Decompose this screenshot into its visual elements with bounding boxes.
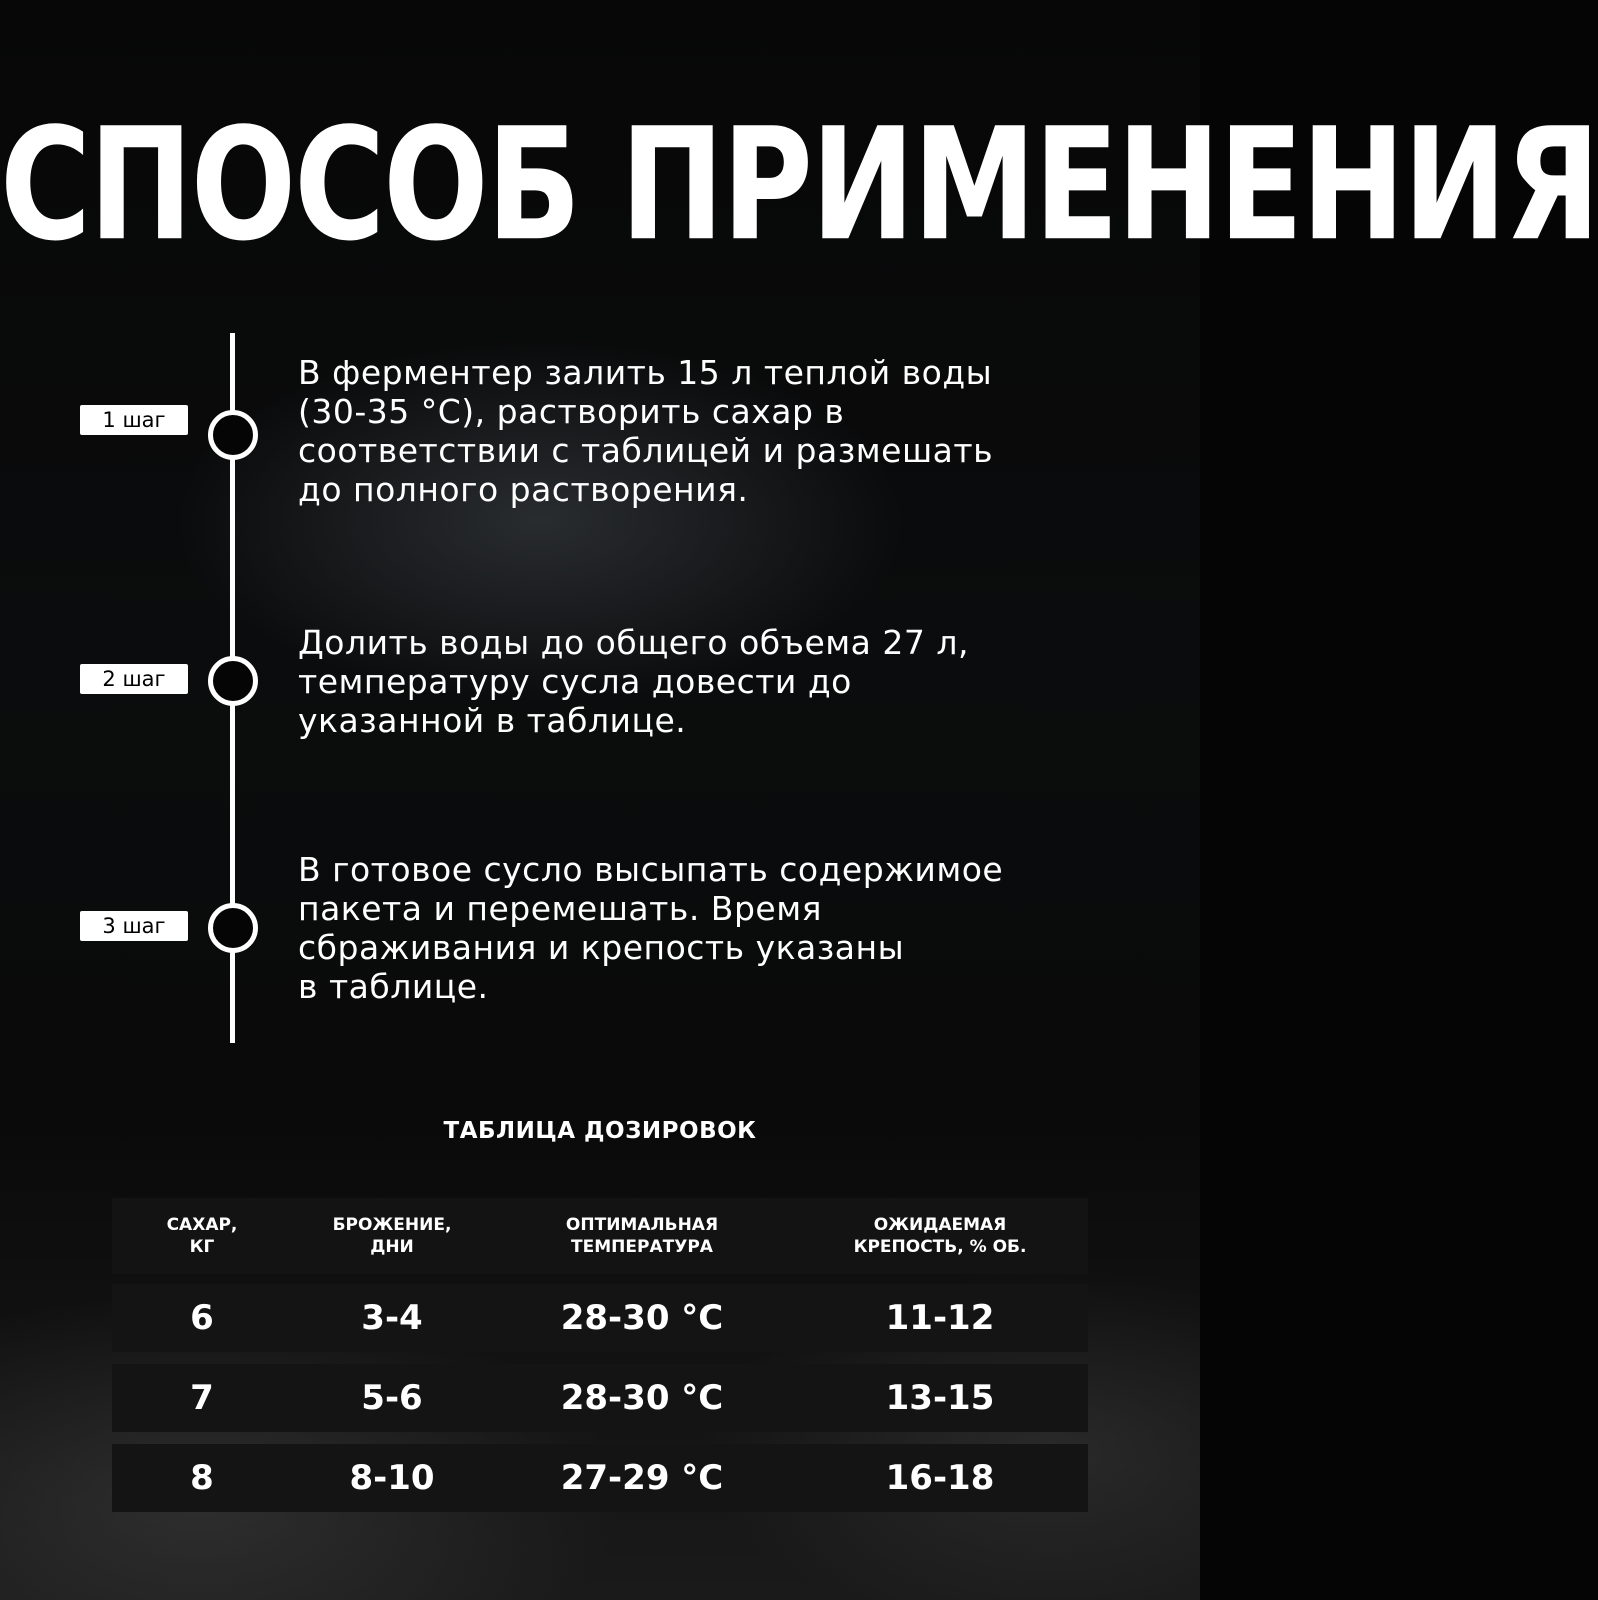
header-strength-line-1: ОЖИДАЕМАЯ bbox=[873, 1215, 1007, 1235]
step-3-line-2: пакета и перемешать. Время bbox=[298, 889, 822, 928]
cell-temperature: 28-30 °С bbox=[560, 1378, 724, 1418]
step-2-text bbox=[298, 623, 1168, 740]
step-3-dot bbox=[208, 903, 258, 953]
header-sugar bbox=[112, 1214, 292, 1258]
step-1-badge: 1 шаг bbox=[80, 405, 188, 435]
table-row bbox=[112, 1284, 1088, 1352]
table-header-row bbox=[112, 1198, 1088, 1274]
cell-sugar: 8 bbox=[190, 1458, 214, 1498]
step-1-line-4: до полного растворения. bbox=[298, 470, 749, 509]
table-row bbox=[112, 1444, 1088, 1512]
step-3-line-1: В готовое сусло высыпать содержимое bbox=[298, 850, 1004, 889]
header-strength bbox=[792, 1214, 1088, 1258]
cell-sugar: 6 bbox=[190, 1298, 214, 1338]
step-2-line-2: температуру сусла довести до bbox=[298, 662, 852, 701]
header-temperature bbox=[492, 1214, 792, 1258]
table-row bbox=[112, 1364, 1088, 1432]
header-sugar-line-1: САХАР, bbox=[166, 1215, 238, 1235]
step-1-line-1: В ферментер залить 15 л теплой воды bbox=[298, 353, 993, 392]
cell-temperature: 27-29 °С bbox=[560, 1458, 724, 1498]
header-temperature-line-1: ОПТИМАЛЬНАЯ bbox=[565, 1215, 719, 1235]
dosage-table bbox=[112, 1198, 1088, 1512]
step-3-line-3: сбраживания и крепость указаны bbox=[298, 928, 905, 967]
header-strength-line-2: КРЕПОСТЬ, % ОБ. bbox=[853, 1237, 1027, 1257]
header-fermentation-line-1: БРОЖЕНИЕ, bbox=[332, 1215, 452, 1235]
step-1-line-3: соответствии с таблицей и размешать bbox=[298, 431, 994, 470]
header-sugar-line-2: КГ bbox=[189, 1237, 215, 1257]
cell-strength: 16-18 bbox=[885, 1458, 995, 1498]
cell-strength: 13-15 bbox=[885, 1378, 995, 1418]
step-2-badge: 2 шаг bbox=[80, 664, 188, 694]
header-fermentation-line-2: ДНИ bbox=[370, 1237, 414, 1257]
step-3-text bbox=[298, 850, 1168, 1006]
step-2-dot bbox=[208, 656, 258, 706]
header-temperature-line-2: ТЕМПЕРАТУРА bbox=[571, 1237, 713, 1257]
cell-temperature: 28-30 °С bbox=[560, 1298, 724, 1338]
step-1-dot bbox=[208, 410, 258, 460]
step-1-line-2: (30-35 °С), растворить сахар в bbox=[298, 392, 845, 431]
step-2-line-3: указанной в таблице. bbox=[298, 701, 687, 740]
step-3-badge: 3 шаг bbox=[80, 911, 188, 941]
dosage-table-title: ТАБЛИЦА ДОЗИРОВОК bbox=[443, 1118, 757, 1144]
step-1-text bbox=[298, 353, 1168, 509]
step-3-line-4: в таблице. bbox=[298, 967, 489, 1006]
cell-fermentation: 8-10 bbox=[349, 1458, 435, 1498]
cell-fermentation: 3-4 bbox=[361, 1298, 423, 1338]
cell-fermentation: 5-6 bbox=[361, 1378, 423, 1418]
header-fermentation bbox=[292, 1214, 492, 1258]
cell-strength: 11-12 bbox=[885, 1298, 995, 1338]
cell-sugar: 7 bbox=[190, 1378, 214, 1418]
step-2-line-1: Долить воды до общего объема 27 л, bbox=[298, 623, 969, 662]
page-title: СПОСОБ ПРИМЕНЕНИЯ bbox=[0, 95, 1598, 276]
